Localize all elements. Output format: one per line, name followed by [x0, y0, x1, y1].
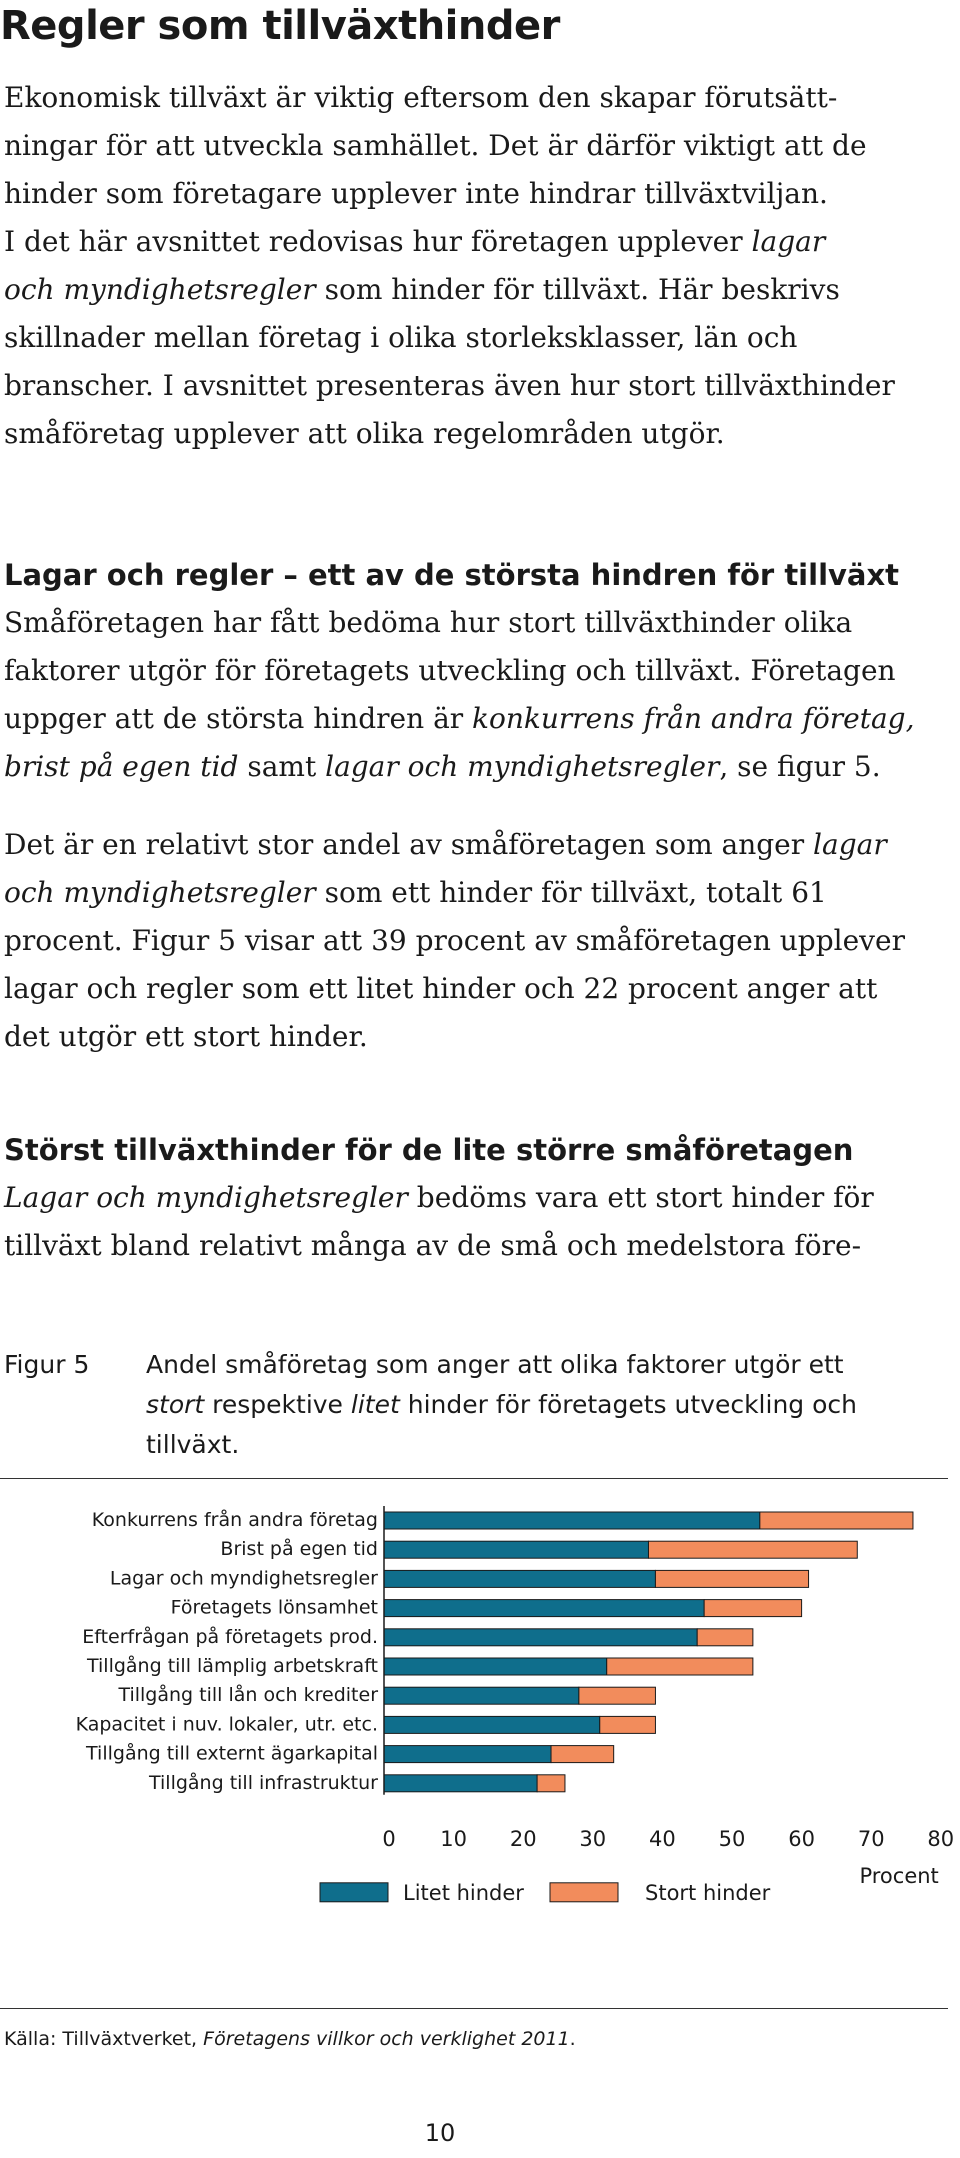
italic-text: konkurrens från andra företag,: [472, 702, 915, 735]
text: tillväxt.: [146, 1430, 240, 1459]
legend-label: Litet hinder: [403, 1880, 524, 1905]
figure-label: Figur 5: [4, 1350, 90, 1379]
text-line: [4, 314, 895, 362]
text: det utgör ett stort hinder.: [4, 1020, 368, 1053]
legend-swatch: [550, 1883, 618, 1902]
text-line: [4, 821, 905, 869]
source-prefix: Källa: Tillväxtverket,: [4, 2028, 204, 2050]
category-label: Tillgång till lån och krediter: [118, 1684, 378, 1707]
text: I det här avsnittet redovisas hur företagen upplever: [4, 225, 752, 258]
section1-paragraph1: [4, 599, 915, 791]
text-line: [4, 122, 895, 170]
text: Ekonomisk tillväxt är viktig eftersom den skapar förutsätt-: [4, 81, 838, 114]
bar-litet-hinder: [384, 1541, 648, 1558]
category-label: Brist på egen tid: [220, 1538, 378, 1561]
italic-text: lagar: [751, 225, 826, 258]
italic-text: lagar: [813, 828, 887, 861]
x-tick-label: 50: [718, 1826, 746, 1851]
bar-litet-hinder: [384, 1658, 607, 1675]
text: Småföretagen har fått bedöma hur stort tillväxthinder olika: [4, 606, 853, 639]
bar-litet-hinder: [384, 1600, 704, 1617]
text-line: [4, 965, 905, 1013]
bar-stort-hinder: [579, 1687, 656, 1704]
category-label: Tillgång till externt ägarkapital: [86, 1742, 378, 1765]
text-line: [4, 410, 895, 458]
bar-litet-hinder: [384, 1775, 537, 1792]
category-label: Konkurrens från andra företag: [91, 1509, 378, 1531]
italic-text: brist på egen tid: [4, 750, 239, 783]
section1-heading: Lagar och regler – ett av de största hindren för tillväxt: [4, 558, 900, 592]
bar-litet-hinder: [384, 1570, 655, 1587]
category-label: Efterfrågan på företagets prod.: [82, 1625, 378, 1648]
x-tick-label: 0: [382, 1826, 396, 1851]
x-axis-label: Procent: [859, 1863, 939, 1888]
text: respektive: [204, 1390, 351, 1419]
text-line: [4, 266, 895, 314]
bar-stort-hinder: [697, 1629, 753, 1646]
source-title: Företagens villkor och verklighet 2011: [203, 2028, 570, 2050]
text: uppger att de största hindren är: [4, 702, 473, 735]
text: procent. Figur 5 visar att 39 procent av småföretagen upplever: [4, 924, 905, 957]
bar-stort-hinder: [760, 1512, 913, 1529]
italic-text: och myndighetsregler: [4, 273, 316, 306]
category-label: Företagets lönsamhet: [170, 1596, 378, 1619]
text-line: [4, 743, 915, 791]
bar-stort-hinder: [537, 1775, 565, 1792]
section2-heading: Störst tillväxthinder för de lite större småföretagen: [4, 1133, 854, 1167]
text-line: [4, 74, 895, 122]
text: ningar för att utveckla samhället. Det är därför viktigt att de: [4, 129, 867, 162]
italic-text: stort: [146, 1390, 205, 1419]
bar-chart: [0, 1480, 960, 1950]
text-line: [4, 218, 895, 266]
bar-stort-hinder: [600, 1716, 656, 1733]
figure-bottom-rule: [0, 2008, 948, 2009]
text: hinder för företagets utveckling och: [399, 1390, 857, 1419]
text: som ett hinder för tillväxt, totalt 61: [315, 876, 827, 909]
text: samt: [238, 750, 326, 783]
category-label: Tillgång till lämplig arbetskraft: [87, 1655, 378, 1677]
intro-paragraph: [4, 74, 895, 458]
italic-text: lagar och myndighetsregler: [325, 750, 720, 783]
italic-text: Lagar och myndighetsregler: [4, 1181, 408, 1214]
text: lagar och regler som ett litet hinder och 22 procent anger att: [4, 972, 878, 1005]
text: skillnader mellan företag i olika storleksklasser, län och: [4, 321, 798, 354]
bar-litet-hinder: [384, 1512, 760, 1529]
figure-caption: [146, 1345, 926, 1465]
text-line: [4, 647, 915, 695]
italic-text: och myndighetsregler: [4, 876, 316, 909]
text-line: [4, 1013, 905, 1061]
category-label: Kapacitet i nuv. lokaler, utr. etc.: [75, 1713, 378, 1736]
bar-litet-hinder: [384, 1687, 579, 1704]
bar-litet-hinder: [384, 1629, 697, 1646]
x-tick-label: 80: [927, 1826, 955, 1851]
text: hinder som företagare upplever inte hindrar tillväxtviljan.: [4, 177, 828, 210]
bar-stort-hinder: [655, 1570, 808, 1587]
legend-swatch: [320, 1883, 388, 1902]
page-heading: Regler som tillväxthinder: [0, 3, 560, 49]
bar-stort-hinder: [551, 1746, 614, 1763]
text-line: [4, 170, 895, 218]
text: småföretag upplever att olika regelområden utgör.: [4, 417, 725, 450]
text-line: [4, 1174, 874, 1222]
text: faktorer utgör för företagets utveckling och tillväxt. Företagen: [4, 654, 896, 687]
category-label: Lagar och myndighetsregler: [109, 1567, 378, 1590]
x-tick-label: 10: [440, 1826, 467, 1851]
category-label: Tillgång till infrastruktur: [148, 1771, 378, 1794]
source-note: [4, 2025, 576, 2053]
source-suffix: .: [569, 2028, 576, 2050]
page-number: 10: [424, 2119, 456, 2147]
section2-paragraph: [4, 1174, 874, 1270]
x-tick-label: 70: [857, 1826, 885, 1851]
text: , se figur 5.: [719, 750, 881, 783]
x-tick-label: 30: [579, 1826, 607, 1851]
bar-litet-hinder: [384, 1716, 600, 1733]
text-line: [4, 695, 915, 743]
text: bedöms vara ett stort hinder för: [407, 1181, 874, 1214]
text: Det är en relativt stor andel av småföretagen som anger: [4, 828, 814, 861]
text-line: [4, 599, 915, 647]
x-tick-label: 60: [788, 1826, 815, 1851]
text-line: [4, 869, 905, 917]
text: branscher. I avsnittet presenteras även hur stort tillväxthinder: [4, 369, 895, 402]
text: tillväxt bland relativt många av de små och medelstora före-: [4, 1229, 862, 1262]
bar-stort-hinder: [704, 1600, 801, 1617]
text: Andel småföretag som anger att olika faktorer utgör ett: [146, 1350, 844, 1379]
text-line: [4, 1222, 874, 1270]
text-line: [4, 362, 895, 410]
text-line: [146, 1425, 926, 1465]
bar-litet-hinder: [384, 1746, 551, 1763]
figure-top-rule: [0, 1478, 948, 1479]
x-tick-label: 40: [649, 1826, 676, 1851]
italic-text: litet: [350, 1390, 400, 1419]
bar-stort-hinder: [607, 1658, 753, 1675]
x-tick-label: 20: [509, 1826, 537, 1851]
text-line: [146, 1385, 926, 1425]
text-line: [146, 1345, 926, 1385]
legend-label: Stort hinder: [645, 1880, 771, 1905]
section1-paragraph2: [4, 821, 905, 1061]
bar-stort-hinder: [648, 1541, 857, 1558]
text-line: [4, 917, 905, 965]
text: som hinder för tillväxt. Här beskrivs: [315, 273, 840, 306]
